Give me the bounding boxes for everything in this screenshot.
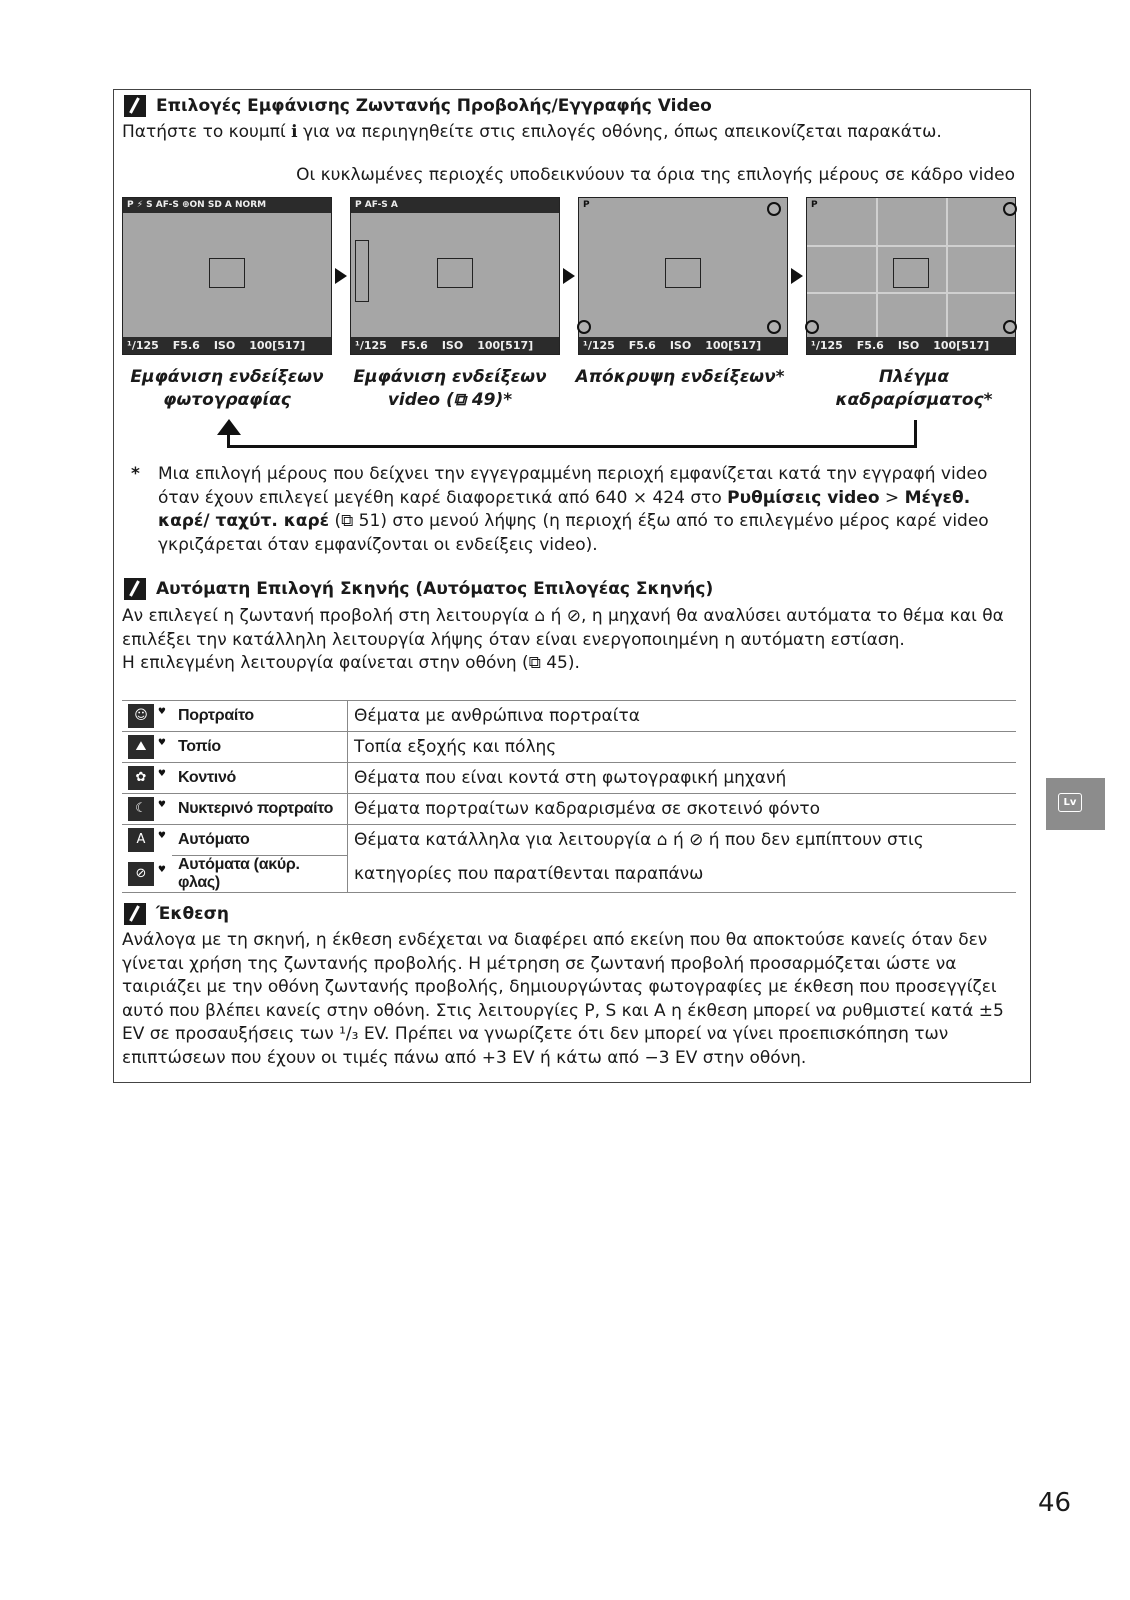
scene-desc: κατηγορίες που παρατίθενται παραπάνω (348, 856, 1017, 893)
scene-name: Κοντινό (172, 763, 348, 794)
caption-framing-grid: Πλέγμα καδραρίσματος* (835, 367, 993, 410)
screen-top-bar: P (583, 200, 590, 210)
shutter-value: ¹/125 (583, 339, 615, 352)
loop-arrow-line (228, 445, 917, 448)
section2-paragraph: Αν επιλεγεί η ζωντανή προβολή στη λειτουργία ⌂ ή ⊘, η μηχανή θα αναλύσει αυτόματα το θέμα και θα επιλέξει την κατάλληλη λειτουργία λήψης όταν είναι ενεργοποιημένη η αυτόματη εστίαση. (122, 606, 1004, 650)
iso-value: 100[517] (249, 339, 306, 352)
aperture-value: F5.6 (628, 339, 656, 352)
section1-intro: Πατήστε το κουμπί ℹ για να περιηγηθείτε στις επιλογές οθόνης, όπως απεικονίζεται παρακάτω. (122, 122, 942, 142)
section1-heading (124, 95, 712, 117)
menu-separator: > (879, 487, 905, 508)
iso-label: ISO (441, 339, 464, 352)
screen-photo-indicators (122, 197, 332, 355)
iso-value: 100[517] (705, 339, 762, 352)
screen-top-bar: P AF-S A (351, 198, 559, 213)
screen-bottom-bar (807, 337, 1015, 354)
screen-video-indicators (350, 197, 560, 355)
auto-flash-off-icon: ⊘ ♥ (128, 862, 154, 886)
pencil-note-icon (124, 903, 146, 925)
section2-paragraph: Η επιλεγμένη λειτουργία φαίνεται στην οθόνη (⧉ 45). (122, 653, 580, 673)
arrow-right-icon (563, 268, 575, 284)
crop-corner-icon (1003, 320, 1017, 334)
scene-name: Αυτόματα (ακύρ. φλας) (172, 856, 348, 893)
grid-line (807, 292, 1015, 294)
screen-framing-grid (806, 197, 1016, 355)
footnote-text: Μια επιλογή μέρους που δείχνει την εγγεγραμμένη περιοχή εμφανίζεται κατά την εγγραφή video όταν έχουν επιλεγεί μεγέθη καρέ διαφορετικά από 640 × 424 στο (158, 464, 988, 508)
scene-desc: Τοπία εξοχής και πόλης (348, 732, 1017, 763)
iso-value: 100[517] (933, 339, 990, 352)
scene-desc: Θέματα πορτραίτων καδραρισμένα σε σκοτεινό φόντο (348, 794, 1017, 825)
scene-name: Νυκτερινό πορτραίτο (172, 794, 348, 825)
screen-bottom-bar (123, 337, 331, 354)
crop-corner-icon (577, 320, 591, 334)
section3-heading (124, 903, 229, 925)
menu-item-frame-size: Μέγεθ. καρέ/ ταχύτ. καρέ (158, 487, 971, 531)
table-row (122, 794, 1016, 825)
table-row (122, 701, 1016, 732)
aperture-value: F5.6 (856, 339, 884, 352)
arrow-right-icon (791, 268, 803, 284)
scene-desc: Θέματα με ανθρώπινα πορτραίτα (348, 701, 1017, 732)
grid-line (946, 198, 948, 339)
iso-label: ISO (897, 339, 920, 352)
aperture-value: F5.6 (400, 339, 428, 352)
menu-item-video-settings: Ρυθμίσεις video (727, 487, 880, 508)
loop-arrow-line (914, 420, 917, 448)
shutter-value: ¹/125 (127, 339, 159, 352)
footnote (131, 463, 1011, 557)
caption-video-indicators: Εμφάνιση ενδείξεων video (⧉ 49)* (353, 367, 547, 410)
grid-line (876, 198, 878, 339)
shutter-value: ¹/125 (355, 339, 387, 352)
portrait-icon: ☺ ♥ (128, 704, 154, 728)
section3-body: Ανάλογα με τη σκηνή, η έκθεση ενδέχεται να διαφέρει από εκείνη που θα αποκτούσε κανείς όταν δεν γίνεται χρήση της ζωντανής προβολής. Η μέτρηση σε ζωντανή προβολή προσαρμόζεται ώστε να ταιριάζει με την οθόνη ζωντανής προβολής, δημιουργώντας φωτογραφίες με έκθεση που προσεγγίζει αυτό που βλέπει κανείς στην οθόνη. Στις λειτουργίες P, S και A η έκθεση μπορεί να ρυθμιστεί κατά ±5 EV σε προσαυξήσεις των ¹/₃ EV. Πρέπει να γνωρίζετε ότι δεν μπορεί να γίνει προεπισκόπηση των επιπτώσεων που έχουν οι τιμές πάνω από +3 EV ή κάτω από −3 EV στην οθόνη. (122, 930, 1004, 1068)
section1-title: Επιλογές Εμφάνισης Ζωντανής Προβολής/Εγγραφής Video (156, 96, 712, 116)
night-portrait-icon: ☾ ♥ (128, 797, 154, 821)
section3-title: Έκθεση (156, 904, 229, 924)
table-row (122, 825, 1016, 856)
crop-corner-icon (767, 202, 781, 216)
caption-photo-indicators: Εμφάνιση ενδείξεων φωτογραφίας (130, 367, 324, 410)
crop-corner-icon (805, 320, 819, 334)
screen-top-bar: P ⚡ S AF-S ⊕ON SD A NORM (123, 198, 331, 213)
scene-desc: Θέματα που είναι κοντά στη φωτογραφική μηχανή (348, 763, 1017, 794)
iso-value: 100[517] (477, 339, 534, 352)
grid-line (807, 245, 1015, 247)
close-up-icon: ✿ ♥ (128, 766, 154, 790)
landscape-icon: ⛰ ♥ (128, 735, 154, 759)
table-row (122, 763, 1016, 794)
focus-frame (209, 258, 245, 288)
footnote-text: (⧉ 51) στο μενού λήψης (η περιοχή έξω από το επιλεγμένο μέρος καρέ video γκριζάρεται όταν εμφανίζονται οι ενδείξεις video). (158, 511, 989, 555)
pencil-note-icon (124, 95, 146, 117)
scene-name: Αυτόματο (172, 825, 348, 856)
scene-desc: Θέματα κατάλληλα για λειτουργία ⌂ ή ⊘ ή που δεν εμπίπτουν στις (354, 830, 924, 851)
footnote-marker: * (131, 464, 140, 484)
screen-hide-indicators (578, 197, 788, 355)
iso-label: ISO (213, 339, 236, 352)
crop-corner-icon (1003, 202, 1017, 216)
arrow-right-icon (335, 268, 347, 284)
aperture-value: F5.6 (172, 339, 200, 352)
crop-corner-icon (767, 320, 781, 334)
iso-label: ISO (669, 339, 692, 352)
screen-bottom-bar (579, 337, 787, 354)
scene-name: Πορτραίτο (172, 701, 348, 732)
arrow-up-icon (217, 419, 241, 435)
shutter-value: ¹/125 (811, 339, 843, 352)
live-view-tab (1046, 778, 1105, 830)
page-number: 46 (1038, 1488, 1072, 1518)
section2-body (122, 605, 1022, 676)
caption-hide-indicators: Απόκρυψη ενδείξεων* (575, 367, 785, 387)
audio-level-meter (355, 240, 369, 302)
screen-bottom-bar (351, 337, 559, 354)
loop-arrow-line (227, 434, 230, 448)
live-view-icon: Lv (1058, 793, 1082, 812)
scene-table (122, 700, 1016, 893)
section2-title: Αυτόματη Επιλογή Σκηνής (Αυτόματος Επιλογέας Σκηνής) (156, 579, 714, 599)
circled-area-note: Οι κυκλωμένες περιοχές υποδεικνύουν τα όρια της επιλογής μέρους σε κάδρο video (296, 165, 1015, 185)
focus-frame (665, 258, 701, 288)
pencil-note-icon (124, 578, 146, 600)
screen-top-bar: P (811, 200, 818, 210)
focus-frame (437, 258, 473, 288)
scene-name: Τοπίο (172, 732, 348, 763)
table-row (122, 732, 1016, 763)
auto-icon: A ♥ (128, 828, 154, 852)
section2-heading (124, 578, 713, 600)
focus-frame (893, 258, 929, 288)
table-row (122, 856, 1016, 893)
